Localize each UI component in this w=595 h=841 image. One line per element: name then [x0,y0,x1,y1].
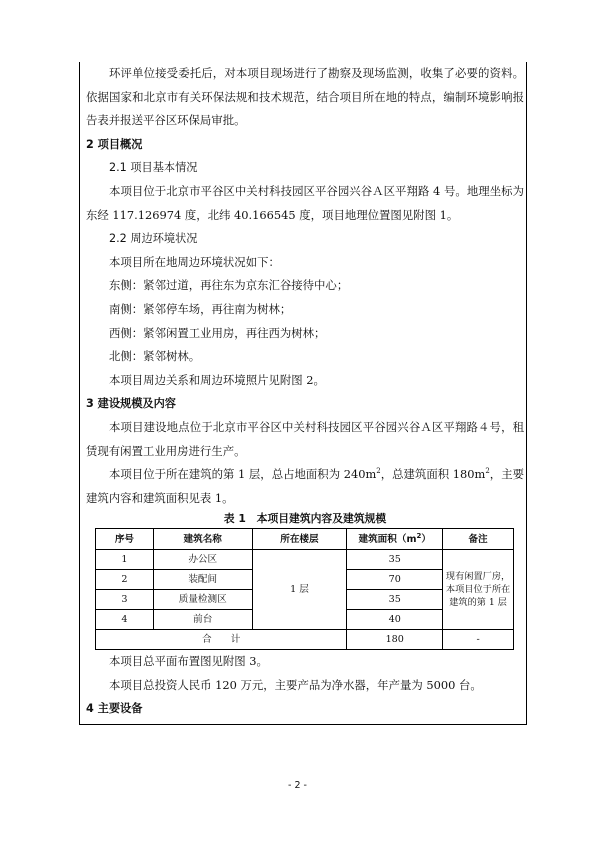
intro-paragraph: 环评单位接受委托后，对本项目现场进行了勘察及现场监测，收集了必要的资料。依据国家和北京市有关环保法规和技术规范，结合项目所在地的特点，编制环境影响报告表并报送平谷区环保局审批。 [86,66,524,128]
cell-total-area: 180 [347,630,443,650]
col-header-note: 备注 [443,529,514,550]
col-header-floor: 所在楼层 [252,529,347,550]
surroundings-intro: 本项目所在地周边环境状况如下： [109,254,280,269]
area-unit-sup-2: 2 [485,467,490,476]
cell-no: 4 [96,610,154,630]
area-text-c: ，主要建筑内容和建筑面积见表 1。 [86,467,524,505]
table-total-row [96,630,514,650]
section-2-1-paragraph: 本项目位于北京市平谷区中关村科技园区平谷园兴谷Ａ区平翔路 4 号。地理坐标为东经 117.126974 度，北纬 40.166545 度，项目地理位置图见附图 1。 [86,183,524,222]
col-header-name: 建筑名称 [153,529,252,550]
investment-paragraph: 本项目总投资人民币 120 万元，主要产品为净水器，年产量为 5000 台。 [109,677,482,692]
surroundings-figure-ref: 本项目周边关系和周边环境照片见附图 2。 [109,372,325,387]
area-text-b: ，总建筑面积 180m [380,467,486,482]
cell-total-note: - [443,630,514,650]
col-header-area: 建筑面积$(m^2)$ [347,529,443,550]
section-2-1-heading: 2.1 项目基本情况 [109,161,198,175]
surroundings-south: 南侧：紧邻停车场，再往南为树林； [109,301,292,316]
table-caption: 表 1 本项目建筑内容及建筑规模 [223,512,387,526]
cell-area: 35 [347,550,443,570]
section-2-heading: 2 项目概况 [86,137,143,151]
layout-figure-ref: 本项目总平面布置图见附图 3。 [109,654,268,669]
page-number: - 2 - [288,780,307,791]
cell-no: 1 [96,550,154,570]
cell-name: 办公区 [153,550,252,570]
section-3-paragraph-1: 本项目建设地点位于北京市平谷区中关村科技园区平谷园兴谷Ａ区平翔路４号，租赁现有闲置工业用房进行生产。 [86,419,524,458]
col-header-no: 序号 [96,529,154,550]
cell-area: 40 [347,610,443,630]
section-4-heading: 4 主要设备 [86,702,143,716]
cell-no: 3 [96,590,154,610]
surroundings-north: 北侧：紧邻树林。 [109,349,201,364]
table-header-row [96,529,514,550]
building-table [95,528,514,650]
section-3-paragraph-2 [86,463,524,510]
cell-no: 2 [96,570,154,590]
table-row [96,550,514,570]
cell-total-label: 合 计 [96,630,347,650]
surroundings-west: 西侧：紧邻闲置工业用房，再往西为树林； [109,325,326,340]
cell-area: 35 [347,590,443,610]
section-3-heading: 3 建设规模及内容 [86,397,176,411]
cell-area: 70 [347,570,443,590]
area-unit-sup-1: 2 [376,467,381,476]
surroundings-east: 东侧：紧邻过道，再往东为京东汇谷接待中心； [109,278,349,293]
area-text-a: 本项目位于所在建筑的第 1 层，总占地面积为 240m [109,467,377,482]
cell-note-merged: 现有闲置厂房，本项目位于所在建筑的第 1 层 [443,550,514,630]
cell-name: 装配间 [153,570,252,590]
cell-floor-merged: 1 层 [252,550,347,630]
cell-name: 质量检测区 [153,590,252,610]
document-body [86,62,524,721]
section-2-2-heading: 2.2 周边环境状况 [109,232,198,246]
cell-name: 前台 [153,610,252,630]
